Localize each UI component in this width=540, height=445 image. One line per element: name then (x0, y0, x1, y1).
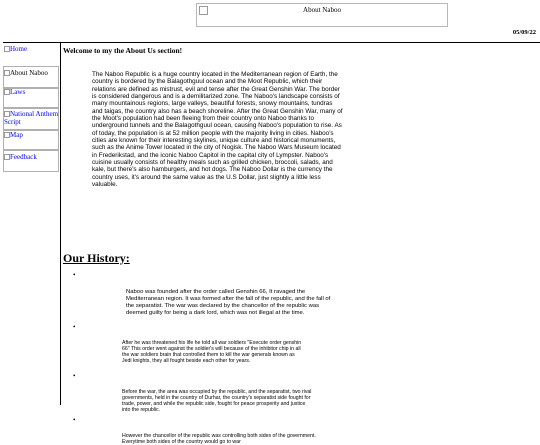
history-heading: Our History: (63, 251, 130, 265)
history-item: After he was threatened his life he told all war soldiers "Execute order genshin 66" This order went against the soldier's will because of the inhibitor chip in all the war soldiers brain that controlled them to kill the war generals known as Jedi knights, they all fought beside each other for years. (122, 340, 302, 365)
date-label: 05/09/22 (512, 29, 536, 36)
bullet-marker: • (73, 323, 76, 331)
nav-map-label: Map (10, 131, 23, 139)
history-item: Naboo was founded after the order called Genshin 66, It ravaged the Mediterranean region. It was formed after the fall of the republic, and the fall of the separatist. The war was declared by the chancellor of the republic was deemed guilty for being a dark lord, which was not illegal at the time. (126, 289, 331, 316)
nav-feedback[interactable] (4, 153, 59, 161)
nav-national-anthem-script[interactable] (4, 110, 59, 126)
nav-about-label: About Naboo (10, 69, 48, 77)
main-content (63, 43, 540, 445)
sidebar (3, 43, 61, 405)
nav-anthem-label: National Anthem Script (4, 110, 59, 126)
welcome-heading: Welcome to my the About Us section! (63, 46, 183, 55)
nav-about-naboo[interactable] (4, 69, 59, 77)
nav-laws-label: Laws (10, 88, 26, 96)
nav-laws[interactable] (4, 88, 59, 96)
banner-alt-text: About Naboo (303, 6, 341, 14)
nav-home-label: Home (10, 45, 28, 53)
history-item: However the chancellor of the republic was controlling both sides of the government. Everytime both sides of the country would go to war (122, 433, 316, 445)
bullet-marker: • (73, 416, 76, 424)
nav-map[interactable] (4, 131, 59, 139)
nav-home[interactable] (4, 45, 59, 53)
about-naboo-banner (196, 3, 448, 27)
nav-feedback-label: Feedback (10, 153, 37, 161)
history-item: Before the war, the area was occupied by the republic, and the separatist, two rival governments, held in the country of Durhar, the country's separatist side fought for trade, power, and while the republic side, fought for peace prosperity and justice into the republic. (122, 389, 312, 414)
bullet-marker: • (73, 372, 76, 380)
about-intro-paragraph: The Naboo Republic is a huge country located in the Mediterranean region of Earth, the country is bordered by the Balagothguul ocean and the Moot Republic, which their relations are defined as mistrust, evil and tense after the Great Genshin War. The border is considered dangerous and is a demilitarized zone. The Naboo's landscape consists of many mountainous regions, large valleys, beautiful forests, snowy mountains, tundras and taigas, the country also has a beach shoreline. After the Great Genshin War, many of the Moot's population had been fleeing from their country onto Naboo thanks to underground tunnels and the Balagothguul ocean, causing Naboo's population to rise. As of today, the population is at 52 million people with the majority living in cities. Naboo's cities are known for their interesting skylines, unique culture and historical monuments, such as the Anime Tower located in the city of Nogisk. The Naboo Wars Museum located in Frederikstad, and the iconic Naboo Capitol in the capital city of Lympster. Naboo's cuisine usually consists of healthy meals such as grilled chicken, broccoli, salads, and kale, but there's also hamburgers, and hot dogs. The Naboo Dollar is the currency the country uses, it's around the same value as the U.S Dollar, just slightly a little less valuable. (92, 71, 343, 189)
bullet-marker: • (73, 271, 76, 279)
content-frame (3, 42, 540, 445)
